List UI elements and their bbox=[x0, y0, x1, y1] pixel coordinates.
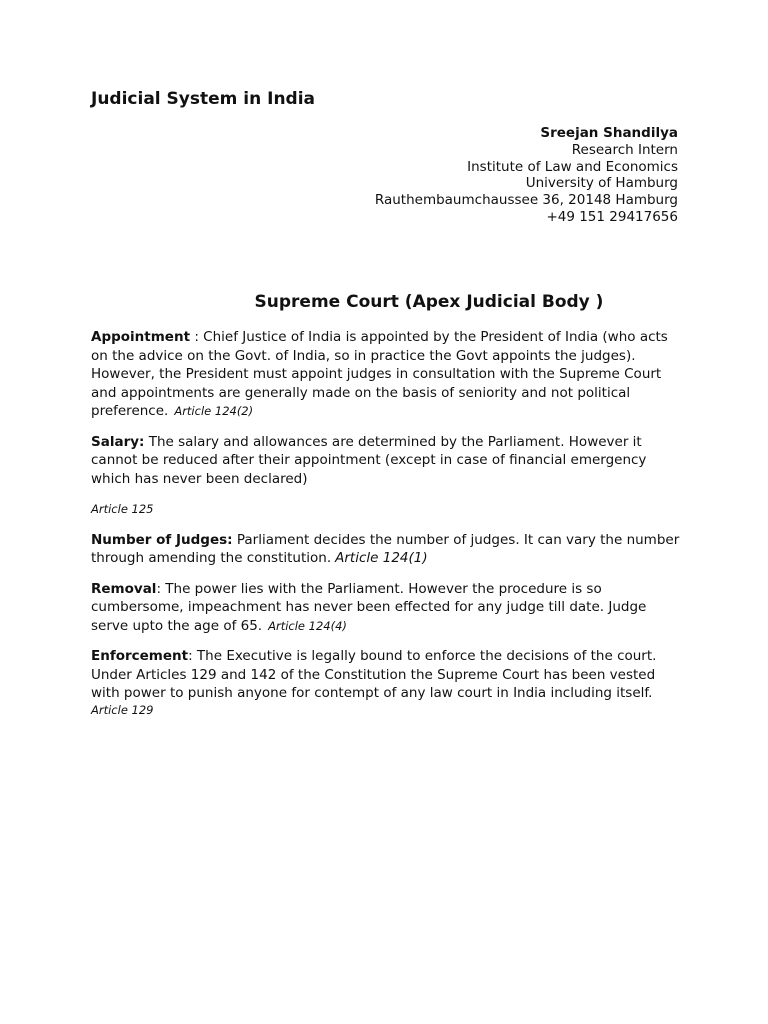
author-name: Sreejan Shandilya bbox=[540, 125, 678, 141]
term-salary: Salary: bbox=[91, 433, 145, 450]
term-appointment: Appointment bbox=[91, 329, 191, 345]
term-removal: Removal bbox=[91, 580, 157, 597]
ref-enforcement: Article 129 bbox=[91, 702, 154, 717]
body-text bbox=[91, 328, 681, 729]
text-removal: : The power lies with the Parliament. However the procedure is so cumbersome, impeachment has never been effected for any judge till date. Judge serve upto the age of 65. bbox=[91, 580, 647, 634]
document-title: Judicial System in India bbox=[91, 89, 316, 109]
section-heading: Supreme Court (Apex Judicial Body ) bbox=[254, 292, 604, 312]
author-university: University of Hamburg bbox=[525, 175, 678, 192]
term-enforcement: Enforcement bbox=[91, 648, 189, 664]
paragraph-removal bbox=[91, 580, 681, 636]
author-institute: Institute of Law and Economics bbox=[467, 158, 678, 175]
text-enforcement: : The Executive is legally bound to enforce the decisions of the court. Under Articles 129 and 142 of the Constitution the Supreme Court has been vested with power to punish anyone for contempt of any law court in India including itself. bbox=[91, 648, 657, 701]
text-appointment: : Chief Justice of India is appointed by the President of India (who acts on the advice on the Govt. of India, so in practice the Govt appoints the judges). However, the President must appoint judges in consultation with the Supreme Court and appointments are generally made on the basis of seniority and not political preference. bbox=[91, 329, 668, 419]
text-judges: Parliament decides the number of judges. It can vary the number through amending the constitution. bbox=[91, 531, 680, 566]
ref-removal: Article 124(4) bbox=[268, 618, 347, 633]
paragraph-salary bbox=[91, 433, 681, 489]
paragraph-enforcement bbox=[91, 647, 681, 717]
term-judges: Number of Judges: bbox=[91, 531, 233, 548]
author-block bbox=[278, 125, 678, 226]
text-salary: The salary and allowances are determined by the Parliament. However it cannot be reduced after their appointment (except in case of financial emergency which has never been declared) bbox=[91, 433, 647, 487]
ref-salary: Article 125 bbox=[91, 502, 154, 516]
author-phone: +49 151 29417656 bbox=[546, 208, 678, 225]
paragraph-appointment bbox=[91, 328, 681, 421]
author-role: Research Intern bbox=[571, 141, 678, 158]
ref-judges: Article 124(1) bbox=[335, 550, 428, 566]
ref-appointment: Article 124(2) bbox=[174, 404, 254, 418]
paragraph-judges bbox=[91, 531, 681, 568]
author-address: Rauthembaumchaussee 36, 20148 Hamburg bbox=[374, 192, 678, 209]
